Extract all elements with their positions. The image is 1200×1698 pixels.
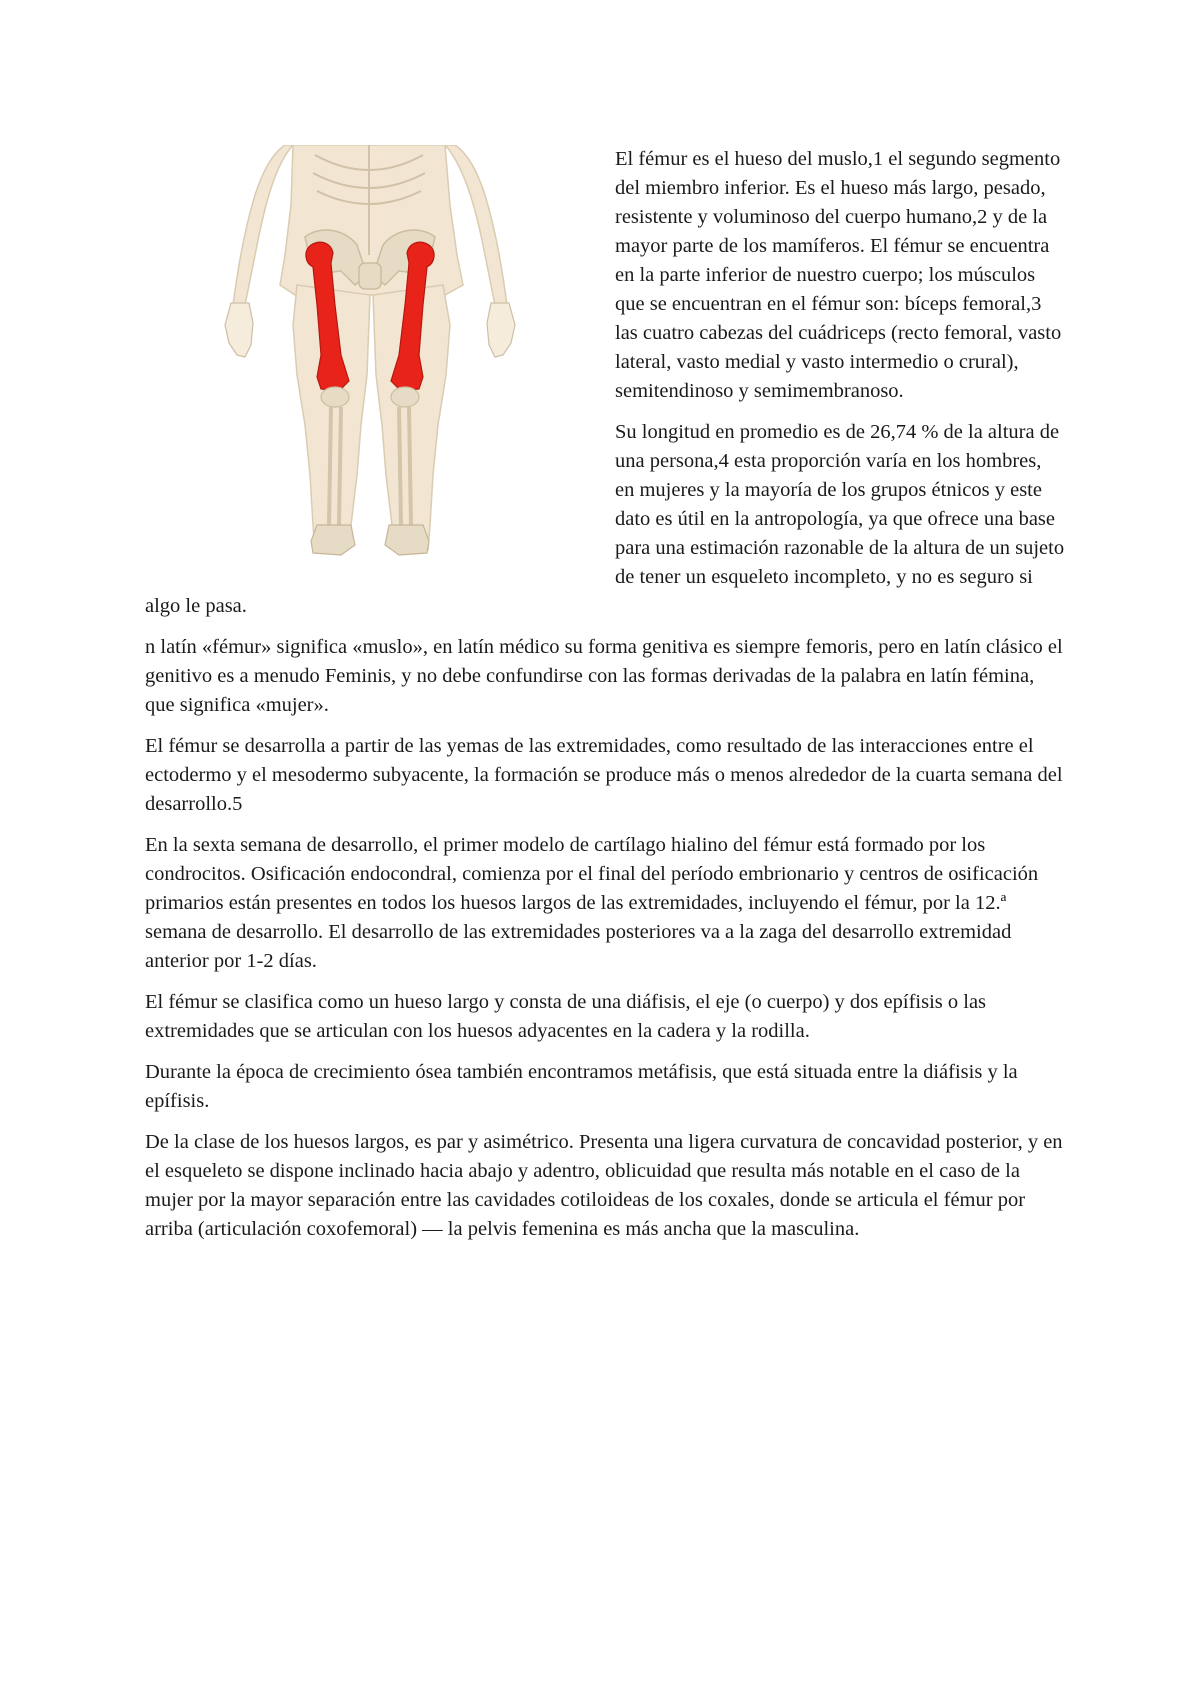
femur-illustration: [145, 145, 600, 565]
paragraph-development: El fémur se desarrolla a partir de las yemas de las extremidades, como resultado de las interacciones entre el ectodermo y el mesodermo subyacente, la formación se produce más o menos alrededor de la cuarta semana del desarrollo.5: [145, 735, 1063, 815]
article-body: [145, 145, 1065, 1256]
paragraph-length: Su longitud en promedio es de 26,74 % de la altura de una persona,4 esta proporción varía en los hombres, en mujeres y la mayoría de los grupos étnicos y este dato es útil en la antropología, ya que ofrece una base para una estimación razonable de la altura de un sujeto de tener un esqueleto incompleto, y no es seguro si algo le pasa.: [145, 421, 1065, 617]
skeleton-lower-limb-femur-highlight-icon: [145, 145, 600, 565]
paragraph-definition: El fémur es el hueso del muslo,1 el segundo segmento del miembro inferior. Es el hueso más largo, pesado, resistente y voluminoso del cuerpo humano,2 y de la mayor parte de los mamíferos. El fémur se encuentra en la parte inferior de nuestro cuerpo; los músculos que se encuentran en el fémur son: bíceps femoral,3 las cuatro cabezas del cuádriceps (recto femoral, vasto lateral, vasto medial y vasto intermedio o crural), semitendinoso y semimembranoso.: [615, 148, 1062, 402]
paragraph-classification: El fémur se clasifica como un hueso largo y consta de una diáfisis, el eje (o cuerpo) y dos epífisis o las extremidades que se articulan con los huesos adyacentes en la cadera y la rodilla.: [145, 991, 987, 1042]
paragraph-metaphysis: Durante la época de crecimiento ósea también encontramos metáfisis, que está situada entre la diáfisis y la epífisis.: [145, 1061, 1018, 1112]
paragraph-ossification: En la sexta semana de desarrollo, el primer modelo de cartílago hialino del fémur está formado por los condrocitos. Osificación endocondral, comienza por el final del período embrionario y centros de osificación primarios están presentes en todos los huesos largos de las extremidades, incluyendo el fémur, por la 12.ª semana de desarrollo. El desarrollo de las extremidades posteriores va a la zaga del desarrollo extremidad anterior por 1-2 días.: [145, 834, 1039, 972]
paragraph-etymology: n latín «fémur» significa «muslo», en latín médico su forma genitiva es siempre femoris, pero en latín clásico el genitivo es a menudo Feminis, y no debe confundirse con las formas derivadas de la palabra en latín fémina, que significa «mujer».: [145, 636, 1063, 716]
paragraph-shape: De la clase de los huesos largos, es par y asimétrico. Presenta una ligera curvatura de concavidad posterior, y en el esqueleto se dispone inclinado hacia abajo y adentro, oblicuidad que resulta más notable en el caso de la mujer por la mayor separación entre las cavidades cotiloideas de los coxales, donde se articula el fémur por arriba (articulación coxofemoral) — la pelvis femenina es más ancha que la masculina.: [145, 1131, 1063, 1240]
